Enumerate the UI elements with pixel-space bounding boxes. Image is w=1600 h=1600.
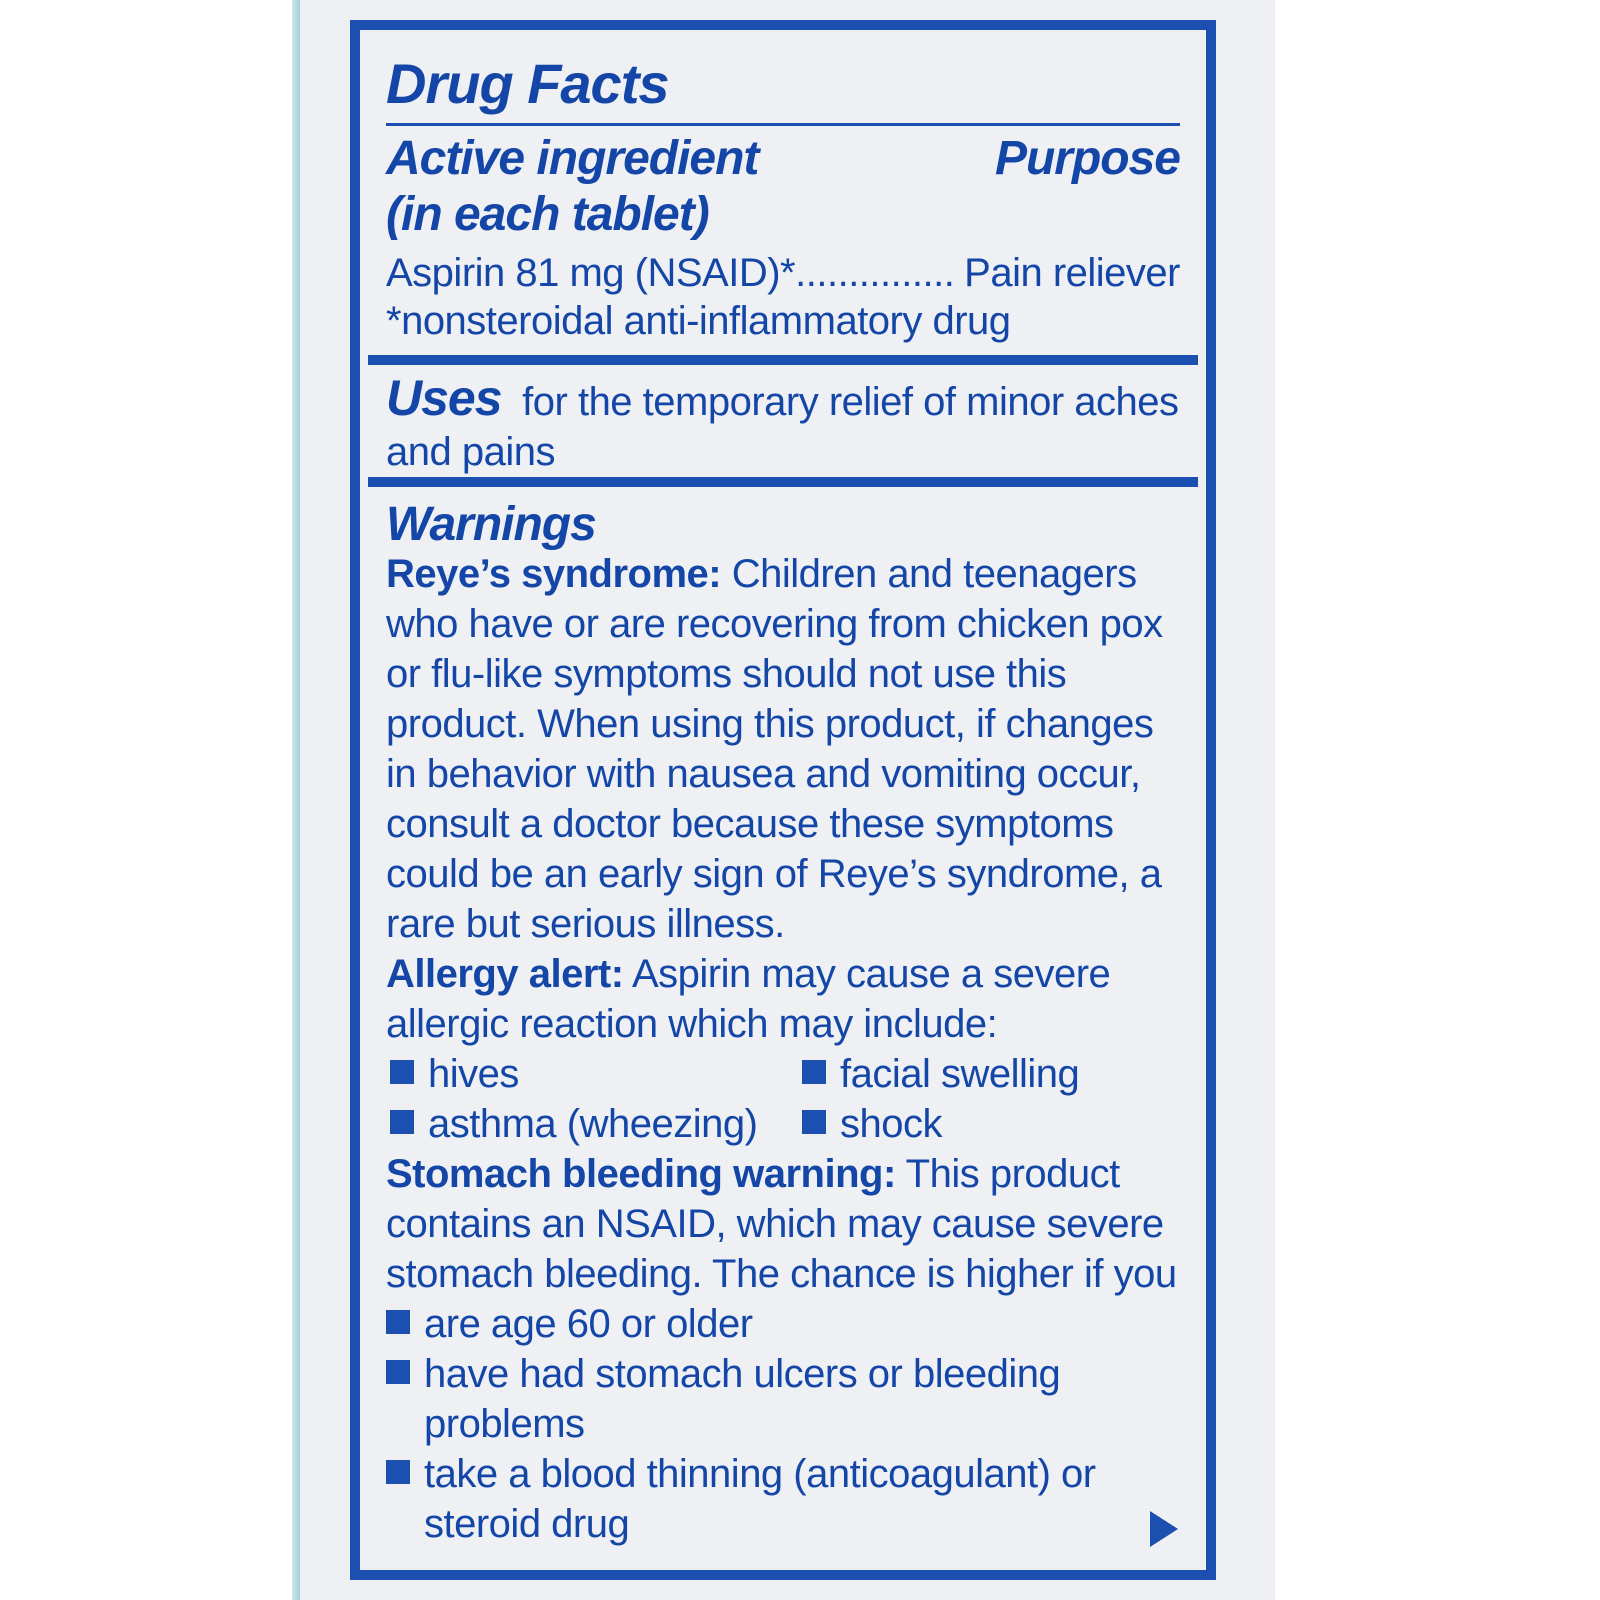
allergy-item-text: hives	[428, 1052, 519, 1096]
active-ingredient-heading-line2: (in each tablet)	[386, 188, 709, 241]
stomach-item	[386, 1449, 1108, 1549]
allergy-item	[802, 1049, 1079, 1099]
allergy-item	[390, 1049, 519, 1099]
active-ingredient-section	[368, 35, 1198, 355]
stomach-item-text: are age 60 or older	[424, 1302, 753, 1346]
stomach-bleeding-warning	[386, 1149, 1184, 1299]
uses-paragraph	[386, 370, 1180, 477]
bullet-square-icon	[802, 1060, 826, 1084]
nsaid-footnote: *nonsteroidal anti-inflammatory drug	[386, 299, 1011, 343]
uses-text: for the temporary relief of minor aches and pains	[386, 380, 1179, 474]
stomach-heading: Stomach bleeding warning:	[386, 1152, 896, 1196]
allergy-item-text: asthma (wheezing)	[428, 1102, 758, 1146]
stomach-item-text: have had stomach ulcers or bleeding problems	[424, 1352, 1061, 1446]
allergy-alert	[386, 949, 1184, 1049]
allergy-item	[390, 1099, 757, 1149]
active-ingredient-heading	[386, 131, 758, 243]
active-ingredient-heading-line1: Active ingredient	[386, 132, 759, 185]
purpose-heading: Purpose	[994, 132, 1180, 185]
allergy-item	[802, 1099, 942, 1149]
bullet-square-icon	[802, 1110, 826, 1134]
continue-arrow-icon	[1150, 1511, 1178, 1547]
bullet-square-icon	[386, 1360, 410, 1384]
drug-facts-box	[350, 20, 1216, 1580]
bullet-square-icon	[390, 1110, 414, 1134]
ingredient-leader: ...............	[795, 251, 955, 295]
stomach-item-text: take a blood thinning (anticoagulant) or steroid drug	[424, 1452, 1096, 1546]
uses-heading: Uses	[386, 370, 502, 426]
warnings-section	[368, 477, 1198, 1565]
title-divider	[386, 123, 1180, 126]
reye-warning	[386, 549, 1184, 949]
bullet-square-icon	[386, 1310, 410, 1334]
reye-text: Children and teenagers who have or are recovering from chicken pox or flu-like symptoms should not use this product. When using this product, if changes in behavior with nausea and vomiting occur, consult a doctor because these symptoms could be an early sign of Reye’s syndrome, a rare but serious illness.	[386, 552, 1163, 946]
stomach-item	[386, 1299, 1184, 1349]
stomach-text: This product contains an NSAID, which may cause severe stomach bleeding. The chance is higher if you	[386, 1152, 1177, 1296]
allergy-text: Aspirin may cause a severe allergic reaction which may include:	[386, 952, 1111, 1046]
uses-section	[368, 355, 1198, 477]
allergy-item-text: shock	[840, 1102, 942, 1146]
reye-heading: Reye’s syndrome:	[386, 552, 722, 596]
ingredient-purpose: Pain reliever	[964, 251, 1180, 295]
ingredient-row	[386, 248, 1180, 298]
bullet-square-icon	[390, 1060, 414, 1084]
stomach-item	[386, 1349, 1184, 1449]
ingredient-name: Aspirin 81 mg (NSAID)*	[386, 251, 796, 295]
allergy-heading: Allergy alert:	[386, 952, 624, 996]
allergy-item-text: facial swelling	[840, 1052, 1080, 1096]
warnings-heading: Warnings	[386, 498, 596, 551]
drug-facts-title: Drug Facts	[386, 52, 669, 115]
bullet-square-icon	[386, 1460, 410, 1484]
